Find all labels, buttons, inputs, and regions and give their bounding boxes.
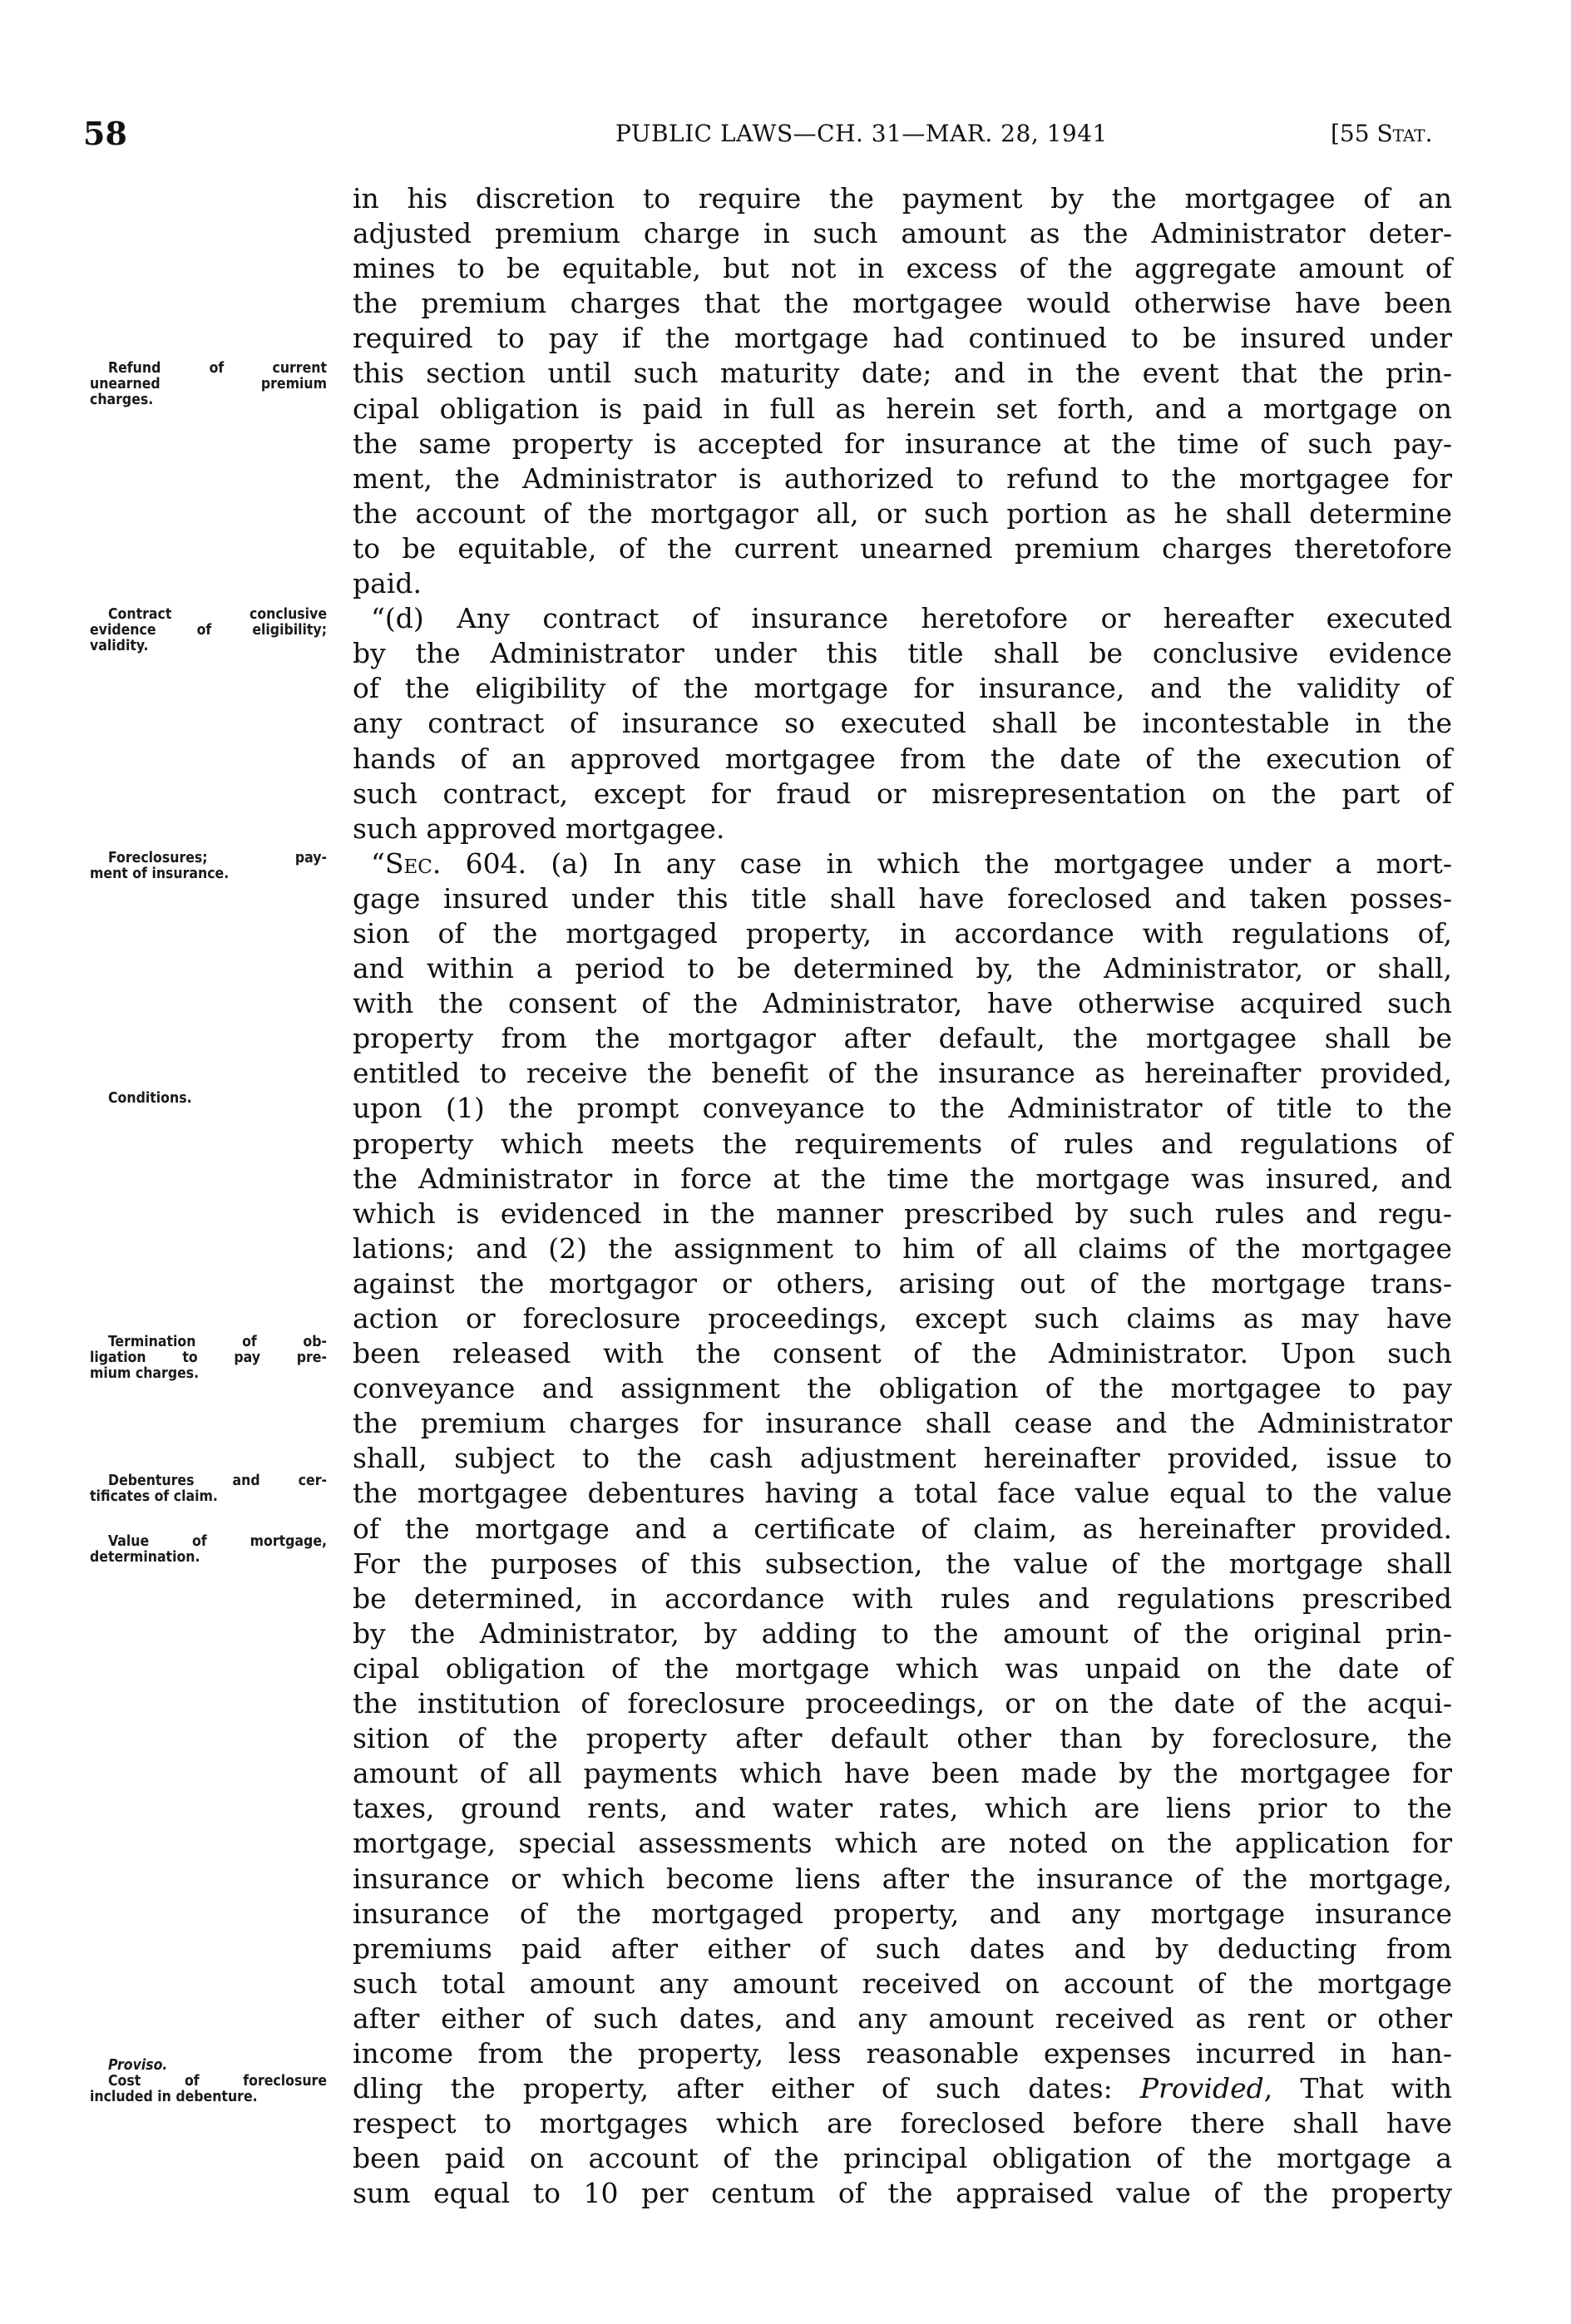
note-line: Value of mortgage,: [108, 1533, 327, 1550]
proviso-line: [353, 2071, 1452, 2106]
margin-note-debentures: [90, 1473, 327, 1505]
text-line: cipal obligation of the mortgage which was unpaid on the date of: [353, 1651, 1452, 1685]
page-number: 58: [83, 115, 127, 152]
text-line: entitled to receive the benefit of the insurance as hereinafter provided,: [353, 1057, 1452, 1090]
text-line: insurance of the mortgaged property, and any mortgage insurance: [353, 1897, 1452, 1930]
statute-reference: [1331, 120, 1433, 147]
note-line: included in debenture.: [90, 2089, 258, 2105]
text-line: the account of the mortgagor all, or such portion as he shall determine: [353, 496, 1452, 530]
text-line: adjusted premium charge in such amount as the Administrator deter-: [353, 217, 1452, 250]
margin-note-refund: [90, 361, 327, 408]
text-line: For the purposes of this subsection, the value of the mortgage shall: [353, 1547, 1452, 1580]
stat-label: Stat.: [1376, 120, 1433, 147]
text-line: premiums paid after either of such dates and by deducting from: [353, 1932, 1452, 1965]
text-line: respect to mortgages which are foreclosed before there shall have: [353, 2107, 1452, 2140]
text-line: property from the mortgagor after default, the mortgagee shall be: [353, 1022, 1452, 1055]
text-line: such contract, except for fraud or misrepresentation on the part of: [353, 777, 1452, 810]
note-line: Debentures and cer-: [108, 1473, 327, 1489]
text-line: insurance or which become liens after the insurance of the mortgage,: [353, 1862, 1452, 1895]
text-line: upon (1) the prompt conveyance to the Administrator of title to the: [353, 1092, 1452, 1125]
running-head: PUBLIC LAWS—CH. 31—MAR. 28, 1941: [615, 120, 1108, 147]
text-line: the premium charges for insurance shall cease and the Administrator: [353, 1407, 1452, 1440]
proviso-word: Provided: [1139, 2072, 1264, 2105]
text-line: the mortgagee debentures having a total face value equal to the value: [353, 1477, 1452, 1510]
text-line: this section until such maturity date; and in the event that the prin-: [353, 357, 1452, 390]
text-line: mines to be equitable, but not in excess of the aggregate amount of: [353, 252, 1452, 285]
text-line: cipal obligation is paid in full as herein set forth, and a mortgage on: [353, 392, 1452, 425]
text-line: such total amount any amount received on account of the mortgage: [353, 1966, 1452, 2000]
text-line: the same property is accepted for insurance at the time of such pay-: [353, 427, 1452, 460]
note-line: determination.: [90, 1549, 200, 1566]
text-line: which is evidenced in the manner prescribed by such rules and regu-: [353, 1197, 1452, 1230]
note-line: Conditions.: [108, 1090, 192, 1107]
note-line: Cost of foreclosure: [108, 2073, 327, 2090]
section-604-start: [353, 846, 1452, 881]
margin-note-conditions: [90, 1091, 327, 1107]
section-label: Sec.: [384, 846, 442, 880]
note-line: mium charges.: [90, 1365, 200, 1382]
text-line: been released with the consent of the Administrator. Upon such: [353, 1337, 1452, 1370]
text-line: the premium charges that the mortgagee would otherwise have been: [353, 287, 1452, 320]
proviso-label: Proviso.: [108, 2057, 168, 2074]
section-text: 604. (a) In any case in which the mortgagee under a mort-: [441, 846, 1452, 880]
note-line: Contract conclusive: [108, 606, 327, 623]
text-line: after either of such dates, and any amount received as rent or other: [353, 2001, 1452, 2035]
text-line: hands of an approved mortgagee from the date of the execution of: [353, 742, 1452, 775]
proviso-pre-text: dling the property, after either of such dates:: [353, 2072, 1140, 2105]
text-line: the institution of foreclosure proceedings, or on the date of the acqui-: [353, 1687, 1452, 1720]
note-line: Refund of current: [108, 360, 327, 377]
text-line: of the eligibility of the mortgage for insurance, and the validity of: [353, 672, 1452, 705]
text-line: taxes, ground rents, and water rates, which are liens prior to the: [353, 1792, 1452, 1825]
text-line: shall, subject to the cash adjustment hereinafter provided, issue to: [353, 1442, 1452, 1475]
proviso-post-text: , That with: [1263, 2072, 1452, 2105]
text-line: action or foreclosure proceedings, except such claims as may have: [353, 1302, 1452, 1335]
margin-note-proviso: [90, 2058, 327, 2105]
text-line: against the mortgagor or others, arising out of the mortgage trans-: [353, 1266, 1452, 1300]
note-line: charges.: [90, 392, 154, 408]
text-line: property which meets the requirements of rules and regulations of: [353, 1127, 1452, 1160]
text-line: lations; and (2) the assignment to him of all claims of the mortgagee: [353, 1231, 1452, 1265]
note-line: evidence of eligibility;: [90, 622, 327, 639]
text-line: sum equal to 10 per centum of the appraised value of the property: [353, 2177, 1452, 2210]
text-line: gage insured under this title shall have foreclosed and taken posses-: [353, 881, 1452, 915]
text-line: by the Administrator, by adding to the amount of the original prin-: [353, 1616, 1452, 1650]
open-quote: “: [371, 846, 385, 880]
text-line: been paid on account of the principal obligation of the mortgage a: [353, 2142, 1452, 2175]
text-line: with the consent of the Administrator, have otherwise acquired such: [353, 987, 1452, 1020]
text-line: be determined, in accordance with rules and regulations prescribed: [353, 1581, 1452, 1615]
note-line: Foreclosures; pay-: [108, 850, 327, 866]
text-line: conveyance and assignment the obligation of the mortgagee to pay: [353, 1372, 1452, 1405]
text-line: any contract of insurance so executed shall be incontestable in the: [353, 707, 1452, 740]
note-line: tificates of claim.: [90, 1488, 218, 1505]
text-line: sition of the property after default other than by foreclosure, the: [353, 1722, 1452, 1755]
text-line: by the Administrator under this title shall be conclusive evidence: [353, 637, 1452, 670]
subsection-d-start: “(d) Any contract of insurance heretofore or hereafter executed: [371, 602, 1452, 635]
text-line: to be equitable, of the current unearned premium charges theretofore: [353, 531, 1452, 565]
margin-note-contract-conclusive: [90, 607, 327, 654]
text-line: sion of the mortgaged property, in accordance with regulations of,: [353, 916, 1452, 950]
note-line: Termination of ob-: [108, 1334, 327, 1350]
text-line: required to pay if the mortgage had continued to be insured under: [353, 322, 1452, 355]
margin-note-value-of-mortgage: [90, 1534, 327, 1566]
body-text: [353, 181, 1452, 2211]
text-line: income from the property, less reasonable expenses incurred in han-: [353, 2036, 1452, 2070]
text-line: amount of all payments which have been made by the mortgagee for: [353, 1757, 1452, 1790]
margin-note-termination: [90, 1335, 327, 1382]
margin-note-foreclosures: [90, 851, 327, 882]
text-line: of the mortgage and a certificate of claim, as hereinafter provided.: [353, 1512, 1452, 1545]
text-line: ment, the Administrator is authorized to refund to the mortgagee for: [353, 461, 1452, 495]
text-line: and within a period to be determined by, the Administrator, or shall,: [353, 952, 1452, 985]
text-line: in his discretion to require the payment by the mortgagee of an: [353, 182, 1452, 215]
text-line: mortgage, special assessments which are noted on the application for: [353, 1827, 1452, 1860]
stat-volume: [55: [1331, 120, 1370, 147]
note-line: unearned premium: [90, 376, 327, 392]
note-line: validity.: [90, 638, 149, 654]
note-line: ment of insurance.: [90, 866, 230, 882]
text-line: paid.: [353, 567, 422, 600]
text-line: such approved mortgagee.: [353, 812, 725, 845]
note-line: ligation to pay pre-: [90, 1349, 327, 1366]
text-line: the Administrator in force at the time the mortgage was insured, and: [353, 1162, 1452, 1195]
